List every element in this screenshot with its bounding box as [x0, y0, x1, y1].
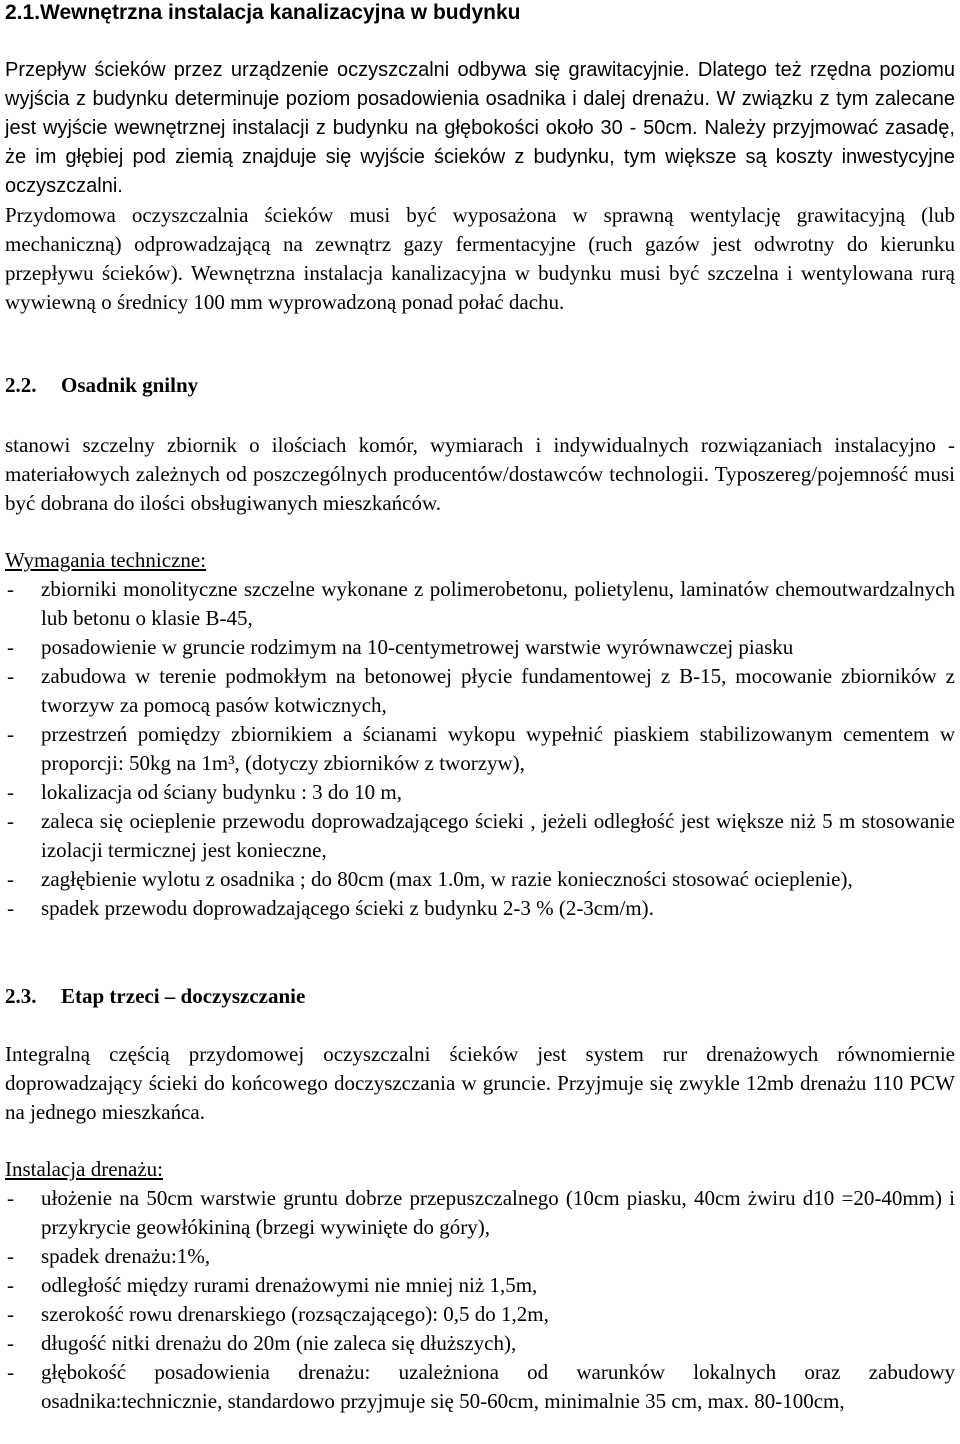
list-item: - zbiorniki monolityczne szczelne wykonane z polimerobetonu, polietylenu, laminatów chemoutwardzalnych lub betonu o klasie B-45,: [5, 575, 955, 633]
requirements-list: [5, 575, 955, 923]
list-item: - przestrzeń pomiędzy zbiornikiem a ścianami wykopu wypełnić piaskiem stabilizowanym cementem w proporcji: 50kg na 1m³, (dotyczy zbiorników z tworzyw),: [5, 720, 955, 778]
list-item: - zabudowa w terenie podmokłym na betonowej płycie fundamentowej z B-15, mocowanie zbiorników z tworzyw za pomocą pasów kotwicznych,: [5, 662, 955, 720]
drainage-installation: [5, 1155, 955, 1416]
list-item: - długość nitki drenażu do 20m (nie zaleca się dłuższych),: [5, 1329, 955, 1358]
section-2-body: [5, 431, 955, 518]
section-title: Etap trzeci – doczyszczanie: [61, 984, 306, 1008]
installation-list: [5, 1184, 955, 1416]
paragraph-ventilation: [5, 201, 955, 317]
section-number: 2.3.: [5, 984, 37, 1008]
installation-label: Instalacja drenażu:: [5, 1157, 163, 1181]
list-item: - spadek przewodu doprowadzającego ścieki z budynku 2-3 % (2-3cm/m).: [5, 894, 955, 923]
paragraph-drainage-system: Integralną częścią przydomowej oczyszczalni ścieków jest system rur drenażowych równomiernie doprowadzający ścieki do końcowego doczyszczania w gruncie. Przyjmuje się zwykle 12mb drenażu 110 PCW na jednego mieszkańca.: [5, 1042, 955, 1124]
section-heading-2-2: [5, 371, 955, 400]
section-1-body: [5, 56, 955, 317]
ventilation-text: Przydomowa oczyszczalnia ścieków musi być wyposażona w sprawną wentylację grawitacyjną (lub mechaniczną) odprowadzającą na zewnątrz gazy fermentacyjne (ruch gazów jest odwrotny do kierunku przepływu ścieków).: [5, 203, 955, 285]
list-item: - lokalizacja od ściany budynku : 3 do 10 m,: [5, 778, 955, 807]
list-item: - spadek drenażu:1%,: [5, 1242, 955, 1271]
list-item: - ułożenie na 50cm warstwie gruntu dobrze przepuszczalnego (10cm piasku, 40cm żwiru d10 =20-40mm) i przykrycie geowłókininą (brzegi wywinięte do góry),: [5, 1184, 955, 1242]
paragraph-drainage-depth: Przepływ ścieków przez urządzenie oczyszczalni odbywa się grawitacyjnie. Dlatego też rzędna poziomu wyjścia z budynku determinuje poziom posadowienia osadnika i dalej drenażu. W związku z tym zalecane jest wyjście wewnętrznej instalacji z budynku na głębokości około 30 - 50cm. Należy przyjmować zasadę, że im głębiej pod ziemią znajduje się wyjście ścieków z budynku, tym większe są koszty inwestycyjne oczyszczalni.: [5, 59, 955, 197]
section-heading-2-3: [5, 982, 955, 1011]
paragraph-septic-tank: stanowi szczelny zbiornik o ilościach komór, wymiarach i indywidualnych rozwiązaniach instalacyjno - materiałowych zależnych od poszczególnych producentów/dostawców technologii. Typoszereg/pojemność musi być dobrana do ilości obsługiwanych mieszkańców.: [5, 433, 955, 515]
list-item: - zagłębienie wylotu z osadnika ; do 80cm (max 1.0m, w razie konieczności stosować ocieplenie),: [5, 865, 955, 894]
section-title: Osadnik gnilny: [61, 373, 199, 397]
ventilation-text-tail: Wewnętrzna instalacja kanalizacyjna w budynku musi być szczelna i wentylowana rurą wywiewną o średnicy 100 mm wyprowadzoną ponad połać dachu.: [5, 261, 955, 314]
list-item: - posadowienie w gruncie rodzimym na 10-centymetrowej warstwie wyrównawczej piasku: [5, 633, 955, 662]
list-item: - odległość między rurami drenażowymi nie mniej niż 1,5m,: [5, 1271, 955, 1300]
section-heading-2-1: 2.1.Wewnętrzna instalacja kanalizacyjna w budynku: [5, 1, 521, 24]
technical-requirements: [5, 546, 955, 923]
list-item: - szerokość rowu drenarskiego (rozsączającego): 0,5 do 1,2m,: [5, 1300, 955, 1329]
section-3-body: [5, 1040, 955, 1127]
list-item: - zaleca się ocieplenie przewodu doprowadzającego ścieki , jeżeli odległość jest większe niż 5 m stosowanie izolacji termicznej jest konieczne,: [5, 807, 955, 865]
requirements-label: Wymagania techniczne:: [5, 548, 207, 572]
list-item: - głębokość posadowienia drenażu: uzależniona od warunków lokalnych oraz zabudowy osadnika:technicznie, standardowo przyjmuje się 50-60cm, minimalnie 35 cm, max. 80-100cm,: [5, 1358, 955, 1416]
section-number: 2.2.: [5, 373, 37, 397]
